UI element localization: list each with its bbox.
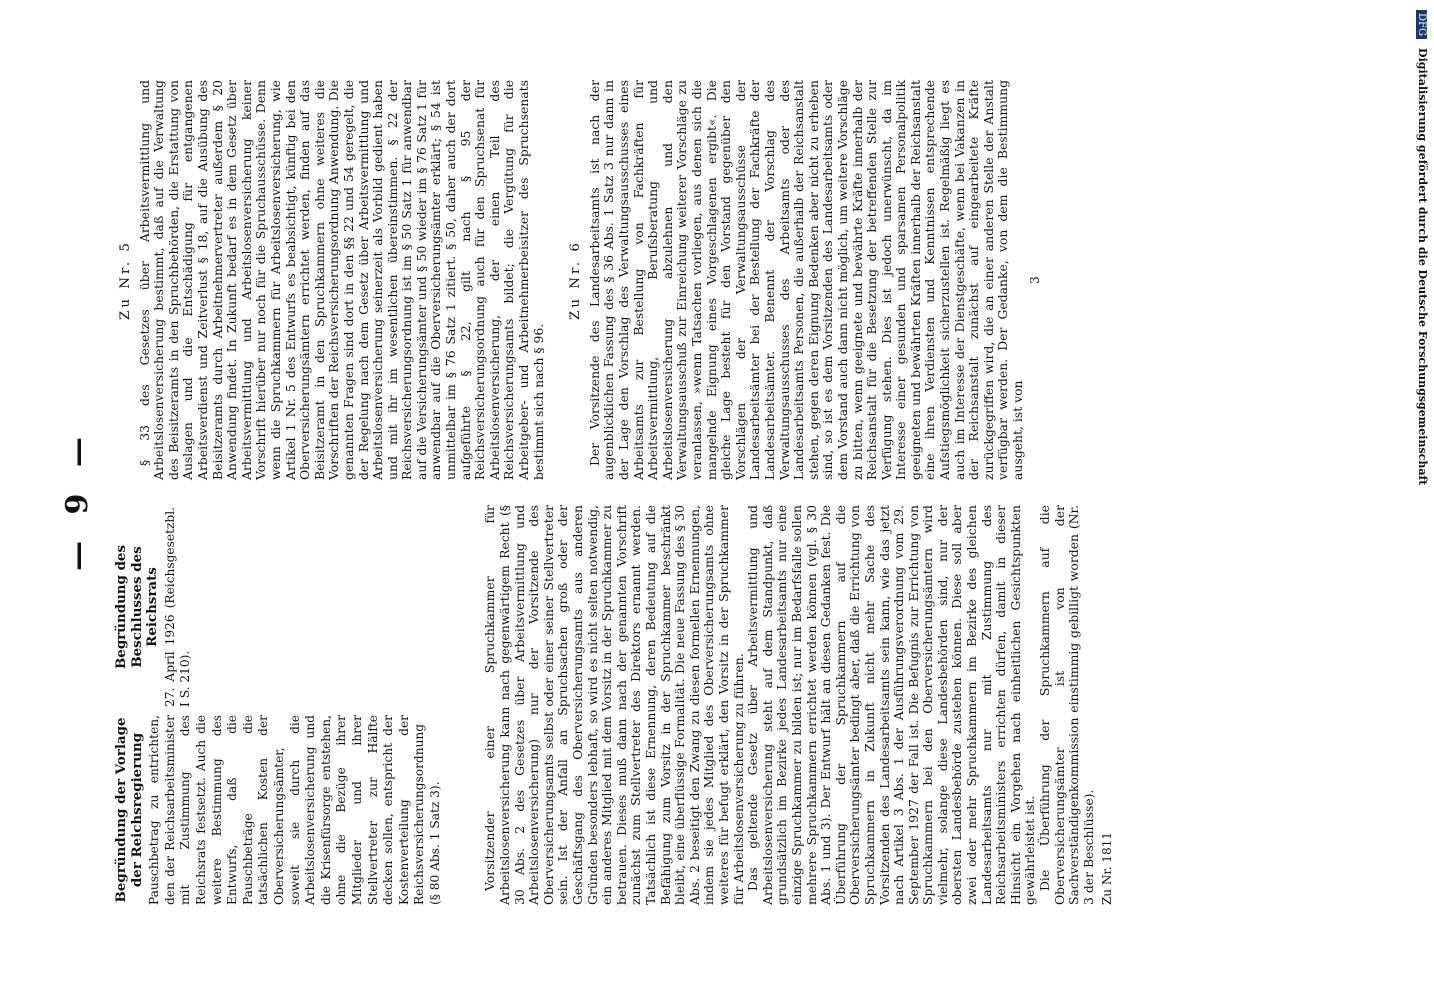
section-text: Der Vorsitzende des Landesarbeitsamts ist nach der augenblicklichen Fassung des § 36 Abs. 1 Satz 3 nur dann in der Lage den Vorschlag des Verwaltungsausschusses eines Arbeitsamts zur Bestellung von Fachkräften für Arbeitsvermittlung, Berufsberatung und Arbeitslosenversicherung abzulehnen und den Verwaltungsausschuß zur Einreichung weiterer Vorschläge zu veranlassen, »wenn Tatsachen vorliegen, aus denen sich die mangelnde Eignung eines Vorgeschlagenen ergibt«. Die gleiche Lage besteht für den Vorstand gegenüber den Vorschlägen der Verwaltungsausschüsse der Landesarbeitsämter bei der Bestellung der Fachkräfte der Landesarbeitsämter. Benennt der Vorschlag des Verwaltungsausschusses des Arbeitsamts oder des Landesarbeitsamts Personen, die außerhalb der Reichsanstalt stehen, gegen deren Eignung Bedenken aber nicht zu erheben sind, so ist es dem Vorsitzenden des Landesarbeitsamts oder dem Vorstand auch dann nicht möglich, um weitere Vorschläge zu bitten, wenn geeignete und bewährte Kräfte innerhalb der Reichsanstalt für die Besetzung der betreffenden Stelle zur Verfügung stehen. Dies ist jedoch unerwünscht, da im Interesse einer gesunden und sparsamen Personalpolitik geeigneten und bewährten Kräften innerhalb der Reichsanstalt eine ihren Verdiensten und Kenntnissen entsprechende Aufstiegsmöglichkeit sicherzustellen ist. Regelmäßig liegt es auch im Interesse der Dienstgeschäfte, wenn bei Vakanzen in der Reichsanstalt zunächst auf eingearbeitete Kräfte zurückgegriffen wird, die an einer anderen Stelle der Anstalt verfügbar werden. Der Gedanke, von dem die Bestimmung ausgeht, ist von (586, 80, 1026, 480)
right-column (112, 80, 1043, 480)
right-side-text: 27. April 1926 (Reichsgesetzbl. I S. 210). (162, 507, 193, 707)
dfg-logo: DFG (1416, 10, 1427, 39)
side-credit (1418, 10, 1434, 990)
left-subcolumn (112, 715, 443, 905)
right-subcolumn (112, 507, 443, 707)
paragraph: Die Überführung der Spruchkammern auf die Oberversicherungsämter ist von der Sachverständigenkommission einstimmig gebilligt worden (Nr. 3 der Beschlüsse). (1037, 505, 1096, 905)
section-title: Zu Nr. 6 (568, 240, 584, 320)
paragraph: Vorsitzender einer Spruchkammer für Arbeitslosenversicherung kann nach gegenwärtigem Recht (§ 30 Abs. 2 des Gesetzes über Arbeitsvermittlung und Arbeitslosenversicherung) nur der Vorsitzende des Oberversicherungsamts selbst oder einer seiner Stellvertreter sein. Ist der Anfall an Spruchsachen groß oder der Geschäftsgang des Oberversicherungsamts aus anderen Gründen besonders lebhaft, so wird es nicht selten notwendig, ein anderes Mitglied mit dem Vorsitz in der Spruchkammer zu betrauen. Dieses muß dann nach der genannten Vorschrift zunächst zum Stellvertreter des Direktors ernannt werden. Tatsächlich ist diese Ernennung, deren Bedeutung auf die Befähigung zum Vorsitz in der Spruchkammer beschränkt bleibt, eine überflüssige Formalität. Die neue Fassung des § 30 Abs. 2 beseitigt den Zwang zu diesen formellen Ernennungen, indem sie jedes Mitglied des Oberversicherungsamts ohne weiteres für befugt erklärt, den Vorsitz in der Spruchkammer für Arbeitslosenversicherung zu führen. (482, 505, 746, 905)
paragraph: Das geltende Gesetz über Arbeitsvermittlung und Arbeitslosenversicherung steht auf dem Standpunkt, daß grundsätzlich im Bezirke jedes Landesarbeitsamts nur eine einzige Spruchkammer zu bilden ist; nur im Bedarfsfalle sollen mehrere Spruchkammern errichtet werden können (vgl. § 30 Abs. 1 und 3). Der Entwurf hält an diesen Gedanken fest. Die Überführung der Spruchkammern auf die Oberversicherungsämter bedingt aber, daß die Errichtung von Spruchkammern in Zukunft nicht mehr Sache des Vorsitzenden des Landesarbeitsamts sein kann, wie das jetzt nach Artikel 3 Abs. 1 der Ausführungsverordnung vom 29. September 1927 der Fall ist. Die Befugnis zur Errichtung von Spruchkammern bei den Oberversicherungsämtern wird vielmehr, solange diese Landesbehörden sind, nur der obersten Landesbehörde zustehen können. Diese soll aber zwei oder mehr Spruchkammern im Bezirke des gleichen Landesarbeitsamts nur mit Zustimmung des Reichsarbeitsministers errichten dürfen, damit in dieser Hinsicht ein Vorgehen nach einheitlichen Gesichtspunkten gewährleistet ist. (745, 505, 1038, 905)
section-text: § 33 des Gesetzes über Arbeitsvermittlung und Arbeitslosenversicherung bestimmt, daß auf die Verwaltung des Beisitzeramts in den Spruchbehörden, die Erstattung von Auslagen und die Entschädigung für entgangenen Arbeitsverdienst und Zeitverlust § 18, auf die Ausübung des Beisitzeramts durch Arbeitnehmervertreter außerdem § 20 Anwendung findet. In Zukunft bedarf es in dem Gesetz über Arbeitsvermittlung und Arbeitslosenversicherung keiner Vorschrift hierüber nur noch für die Spruchausschüsse. Denn wenn die Spruchkammern für Arbeitslosenversicherung, wie Artikel 1 Nr. 5 des Entwurfs es beabsichtigt, künftig bei den Oberversicherungsämtern errichtet werden, finden auf das Beisitzeramt in den Spruchkammern ohne weiteres die Vorschriften der Reichsversicherungsordnung Anwendung. Die genannten Fragen sind dort in den §§ 22 und 54 geregelt, die der Regelung nach dem Gesetz über Arbeitsvermittlung und Arbeitslosenversicherung seinerzeit als Vorbild gedient haben und mit ihr im wesentlichen übereinstimmen. § 22 der Reichsversicherungsordnung ist im § 50 Satz 1 für anwendbar auf die Versicherungsämter und § 50 wieder im § 76 Satz 1 für anwendbar auf die Oberversicherungsämter erklärt; § 54 ist unmittelbar im § 76 Satz 1 zitiert. § 50, daher auch der dort aufgeführte § 22, gilt nach § 95 der Reichsversicherungsordnung auch für den Spruchsenat für Arbeitslosenversicherung, der einen Teil des Reichsversicherungsamts bildet; die Vergütung für die Arbeitgeber- und Arbeitnehmerbeisitzer des Spruchsenats bestimmt sich nach § 96. (136, 80, 546, 480)
left-column-heading: Begründung der Vorlage der Reichsregierung (113, 717, 145, 903)
right-footer: 3 (1027, 276, 1042, 284)
left-side-text: Pauschbetrag zu entrichten, den der Reichsarbeitsminister mit Zustimmung des Reichsrats festsetzt. Auch die weitere Bestimmung des Entwurfs, daß die Pauschbeträge die tatsächlichen Kosten der Oberversicherungsämter, soweit sie durch die Arbeitslosenversicherung und die Krisenfürsorge entstehen, ohne die Bezüge ihrer Mitglieder und ihrer Stellvertreter zur Hälfte decken sollen, entspricht der Kostenverteilung der Reichsversicherungsordnung (§ 80 Abs. 1 Satz 3). (147, 715, 442, 905)
credit-text: Digitalisierung gefördert durch die Deutsche Forschungsgemeinschaft (1416, 48, 1429, 486)
page-number: — 9 — (60, 429, 95, 571)
left-column (112, 505, 1116, 905)
left-footer: Zu Nr. 1811 (1100, 832, 1115, 905)
section-title: Zu Nr. 5 (118, 240, 133, 320)
right-column-heading: Begründung des Beschlusses des Reichsrats (113, 545, 161, 670)
